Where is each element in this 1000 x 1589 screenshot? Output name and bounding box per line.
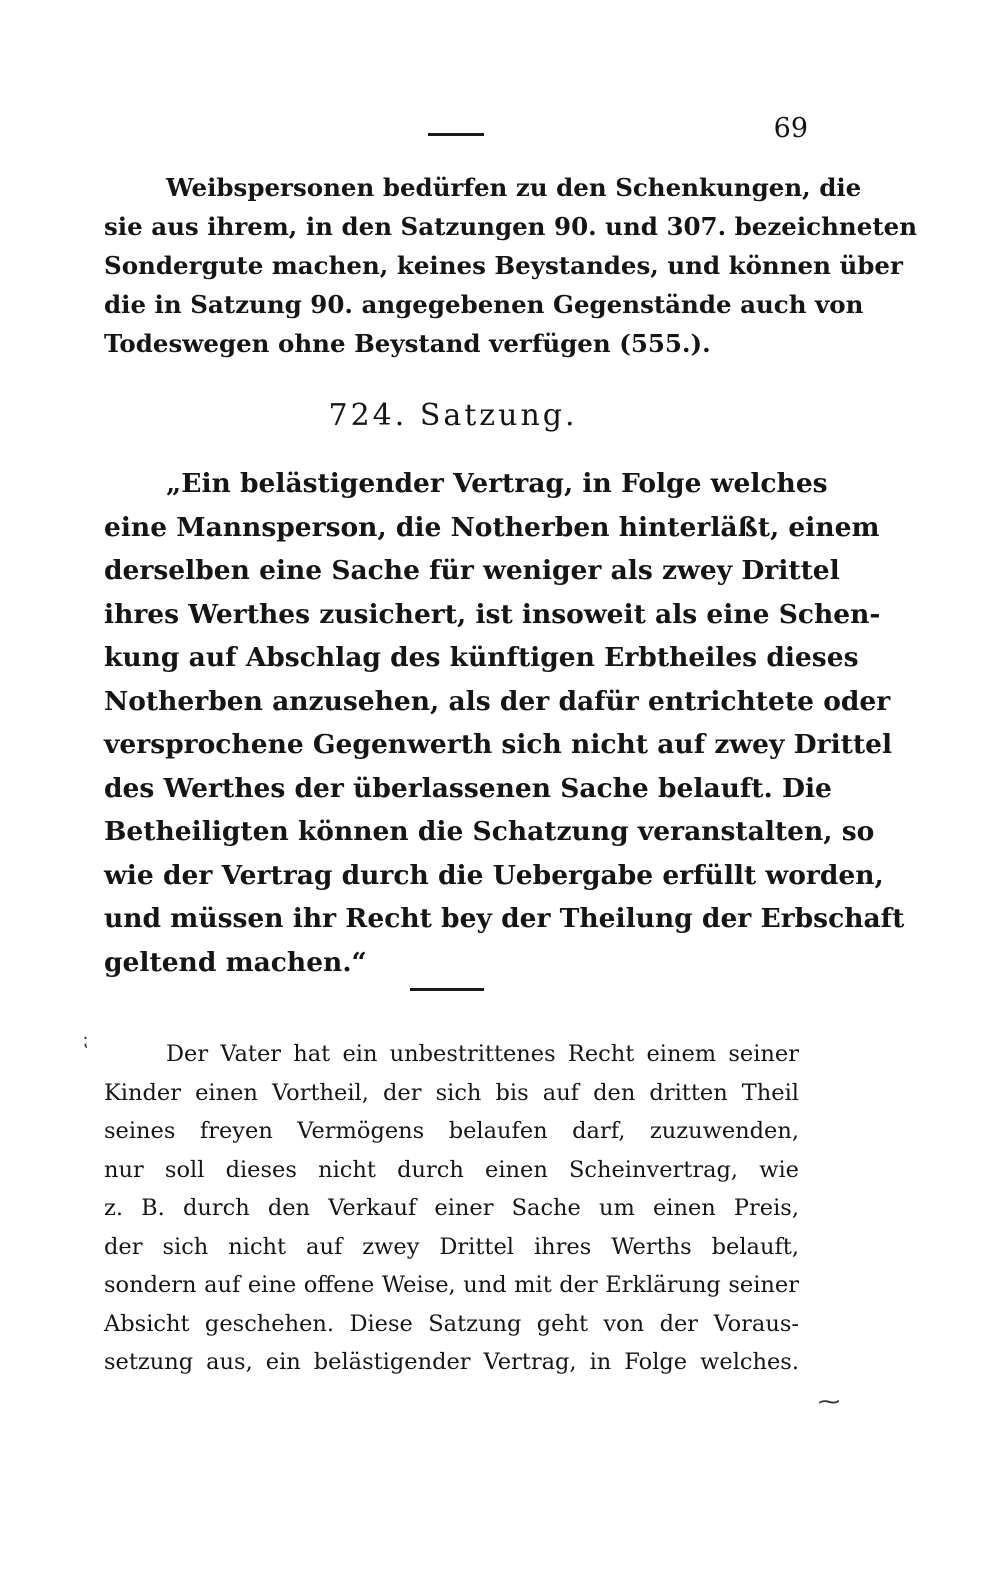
text-line: sondern auf eine offene Weise, und mit der Erklärung seiner bbox=[104, 1272, 799, 1298]
text-line: Weibspersonen bedürfen zu den Schenkungen, die bbox=[166, 173, 862, 202]
text-line: der sich nicht auf zwey Drittel ihres Werths belauft, bbox=[104, 1233, 799, 1260]
text-line: wie der Vertrag durch die Uebergabe erfüllt worden, bbox=[104, 859, 884, 891]
text-line: Absicht geschehen. Diese Satzung geht von der Voraus- bbox=[104, 1310, 799, 1337]
header-rule bbox=[428, 133, 484, 136]
text-line: Todeswegen ohne Beystand verfügen (555.). bbox=[104, 329, 711, 358]
text-line: Sondergute machen, keines Beystandes, und können über bbox=[104, 251, 903, 280]
text-line: nur soll dieses nicht durch einen Scheinvertrag, wie bbox=[104, 1156, 799, 1183]
text-line: derselben eine Sache für weniger als zwey Drittel bbox=[104, 555, 840, 586]
margin-mark-icon: ⁏ bbox=[82, 1030, 89, 1051]
page-number: 69 bbox=[773, 113, 808, 144]
text-line: und müssen ihr Recht bey der Theilung der Erbschaft bbox=[104, 903, 905, 934]
intro-paragraph bbox=[104, 168, 918, 363]
section-heading: 724. Satzung. bbox=[328, 398, 578, 433]
text-line: ihres Werthes zusichert, ist insoweit als eine Schen- bbox=[104, 598, 881, 630]
text-line: Betheiligten können die Schatzung veranstalten, so bbox=[104, 816, 875, 847]
text-line: Kinder einen Vortheil, der sich bis auf den dritten Theil bbox=[104, 1079, 799, 1106]
text-line: geltend machen.“ bbox=[104, 946, 367, 978]
text-line: Der Vater hat ein unbestrittenes Recht einem seiner bbox=[166, 1041, 799, 1067]
section-divider bbox=[410, 988, 484, 991]
article-text bbox=[104, 462, 905, 984]
text-line: setzung aus, ein belästigender Vertrag, in Folge welches. bbox=[104, 1349, 799, 1375]
text-line: die in Satzung 90. angegebenen Gegenstände auch von bbox=[104, 290, 864, 319]
text-line: eine Mannsperson, die Notherben hinterläßt, einem bbox=[104, 511, 880, 543]
text-line: versprochene Gegenwerth sich nicht auf zwey Drittel bbox=[104, 729, 893, 760]
commentary-paragraph bbox=[104, 1035, 799, 1382]
catchword-mark-icon: ⁓ bbox=[818, 1390, 840, 1415]
text-line: des Werthes der überlassenen Sache belauft. Die bbox=[104, 772, 832, 804]
text-line: z. B. durch den Verkauf einer Sache um einen Preis, bbox=[104, 1195, 799, 1221]
text-line: Notherben anzusehen, als der dafür entrichtete oder bbox=[104, 685, 891, 717]
text-line: kung auf Abschlag des künftigen Erbtheiles dieses bbox=[104, 642, 859, 673]
text-line: „Ein belästigender Vertrag, in Folge welches bbox=[166, 468, 828, 499]
text-line: seines freyen Vermögens belaufen darf, zuzuwenden, bbox=[104, 1118, 799, 1144]
text-line: sie aus ihrem, in den Satzungen 90. und 307. bezeichneten bbox=[104, 212, 918, 241]
